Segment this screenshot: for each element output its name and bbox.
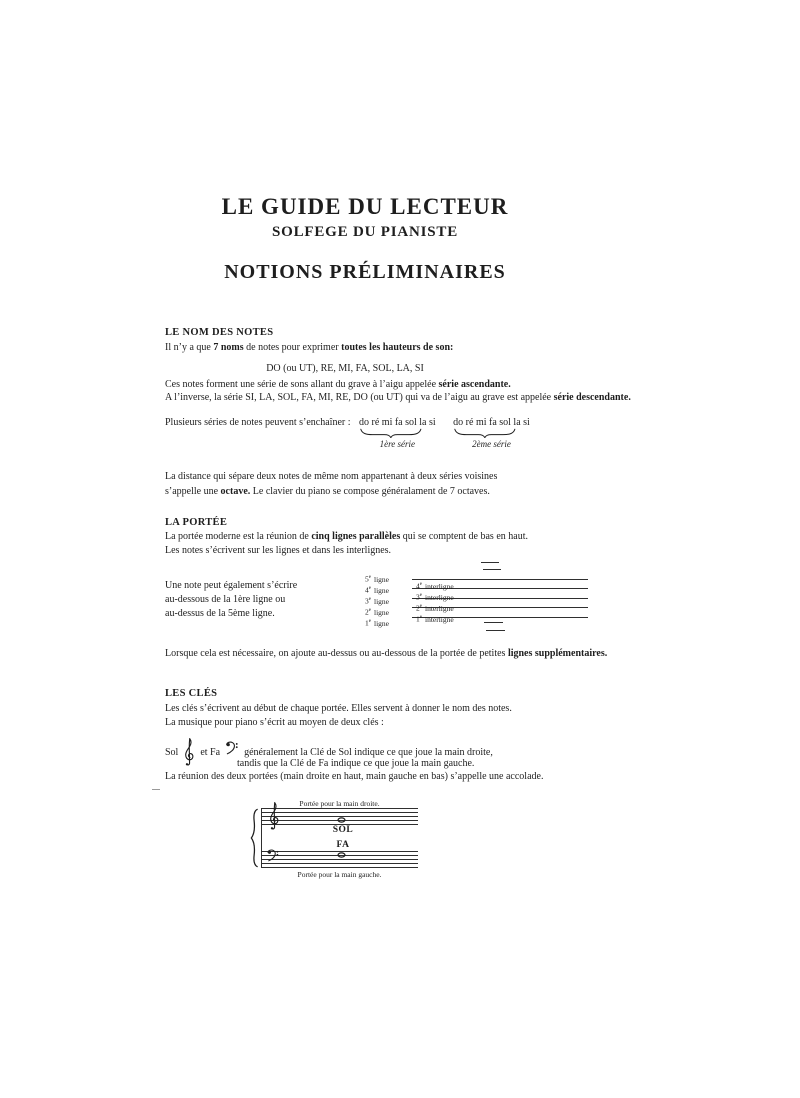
sol-word: Sol (165, 746, 179, 758)
staff-interline-labels (416, 580, 454, 624)
series-1-label: 1ère série (379, 439, 416, 449)
series-chain-intro: Plusieurs séries de notes peuvent s’enchaîner : (165, 417, 351, 428)
series-chain-row (165, 416, 530, 449)
ledger-line-below (486, 630, 505, 631)
staff-line-labels (365, 573, 389, 628)
page-title: LE GUIDE DU LECTEUR (221, 194, 509, 219)
staff-interline-label: 2e interligne (416, 603, 454, 613)
whole-note-icon (337, 817, 346, 823)
staff-interline-label: 4e interligne (416, 581, 454, 591)
underbrace-icon (454, 428, 516, 438)
staff-interline-label: 3e interligne (416, 592, 454, 602)
bass-clef-icon (266, 849, 280, 862)
staff-interline-label: 1e interligne (416, 614, 454, 624)
ledger-line-above (481, 562, 499, 563)
serie-descendante-line: A l’inverse, la série SI, LA, SOL, FA, MI, RE, DO (ou UT) qui va de l’aigu au grave est appelée série descendante. (165, 392, 631, 403)
title-block (160, 194, 570, 284)
staff-line-label: 1e ligne (365, 618, 389, 628)
octave-line-2: s’appelle une octave. Le clavier du piano se compose généralament de 7 octaves. (165, 486, 490, 497)
lignes-supplementaires-line: Lorsque cela est nécessaire, on ajoute au-dessus ou au-dessous de la portée de petites lignes supplémentaires. (165, 648, 608, 659)
ledger-line-above (483, 569, 501, 570)
treble-staff-line (262, 808, 418, 809)
scan-artifact-mark (152, 789, 160, 790)
figure-top-caption: Portée pour la main droite. (299, 799, 380, 808)
octave-line-1: La distance qui sépare deux notes de même nom appartenant à deux séries voisines (165, 471, 498, 482)
staff-line-label: 3e ligne (365, 596, 389, 606)
portee-line-1: La portée moderne est la réunion de cinq lignes parallèles qui se comptent de bas en haut. (165, 531, 528, 542)
staff-line-label: 2e ligne (365, 607, 389, 617)
heading-nom-des-notes: LE NOM DES NOTES (165, 327, 274, 338)
intro-line: Il n’y a que 7 noms de notes pour exprimer toutes les hauteurs de son: (165, 342, 454, 353)
bass-staff-line (262, 867, 418, 868)
heading-les-cles: LES CLÉS (165, 688, 218, 699)
staff-line-label: 4e ligne (365, 585, 389, 595)
bass-staff-line (262, 859, 418, 860)
cles-line-1: Les clés s’écrivent au début de chaque portée. Elles servent à donner le nom des notes. (165, 703, 512, 714)
heading-la-portee: LA PORTÉE (165, 517, 228, 528)
sol-note-label: SOL (332, 825, 354, 835)
series-2-notes: do ré mi fa sol la si (453, 417, 530, 428)
page-subtitle: SOLFEGE DU PIANISTE (271, 224, 459, 240)
whole-note-icon (337, 852, 346, 858)
cles-line-2: La musique pour piano s’écrit au moyen de deux clés : (165, 717, 384, 728)
series-2 (453, 416, 530, 449)
treble-staff-line (262, 812, 418, 813)
sol-explanation: généralement la Clé de Sol indique ce que joue la main droite, (244, 746, 493, 758)
treble-clef-icon (267, 801, 281, 831)
series-1 (359, 416, 436, 449)
accolade-brace-icon (250, 805, 259, 871)
ledger-line-below (484, 622, 503, 623)
et-fa-words: et Fa (200, 746, 221, 758)
portee-line-2: Les notes s’écrivent sur les lignes et dans les interlignes. (165, 545, 392, 556)
series-1-notes: do ré mi fa sol la si (359, 417, 436, 428)
fa-note-label: FA (336, 840, 350, 850)
serie-ascendante-line: Ces notes forment une série de sons allant du grave à l’aigu appelée série ascendante. (165, 379, 511, 390)
underbrace-icon (360, 428, 422, 438)
note-names-line: DO (ou UT), RE, MI, FA, SOL, LA, SI (266, 363, 424, 374)
treble-clef-icon (182, 737, 196, 767)
section-title: NOTIONS PRÉLIMINAIRES (224, 261, 506, 283)
bass-clef-icon (224, 741, 240, 755)
staff-line-label: 5e ligne (365, 574, 389, 584)
accolade-line: La réunion des deux portées (main droite en haut, main gauche en bas) s’appelle une accolade. (165, 771, 544, 782)
fa-explanation: tandis que la Clé de Fa indique ce que joue la main gauche. (237, 758, 475, 769)
figure-bottom-caption: Portée pour la main gauche. (297, 870, 382, 879)
series-2-label: 2ème série (472, 439, 511, 449)
bass-staff-line (262, 863, 418, 864)
side-note-text: Une note peut également s’écrire au-dessous de la 1ère ligne ou au-dessus de la 5ème ligne. (165, 580, 298, 619)
